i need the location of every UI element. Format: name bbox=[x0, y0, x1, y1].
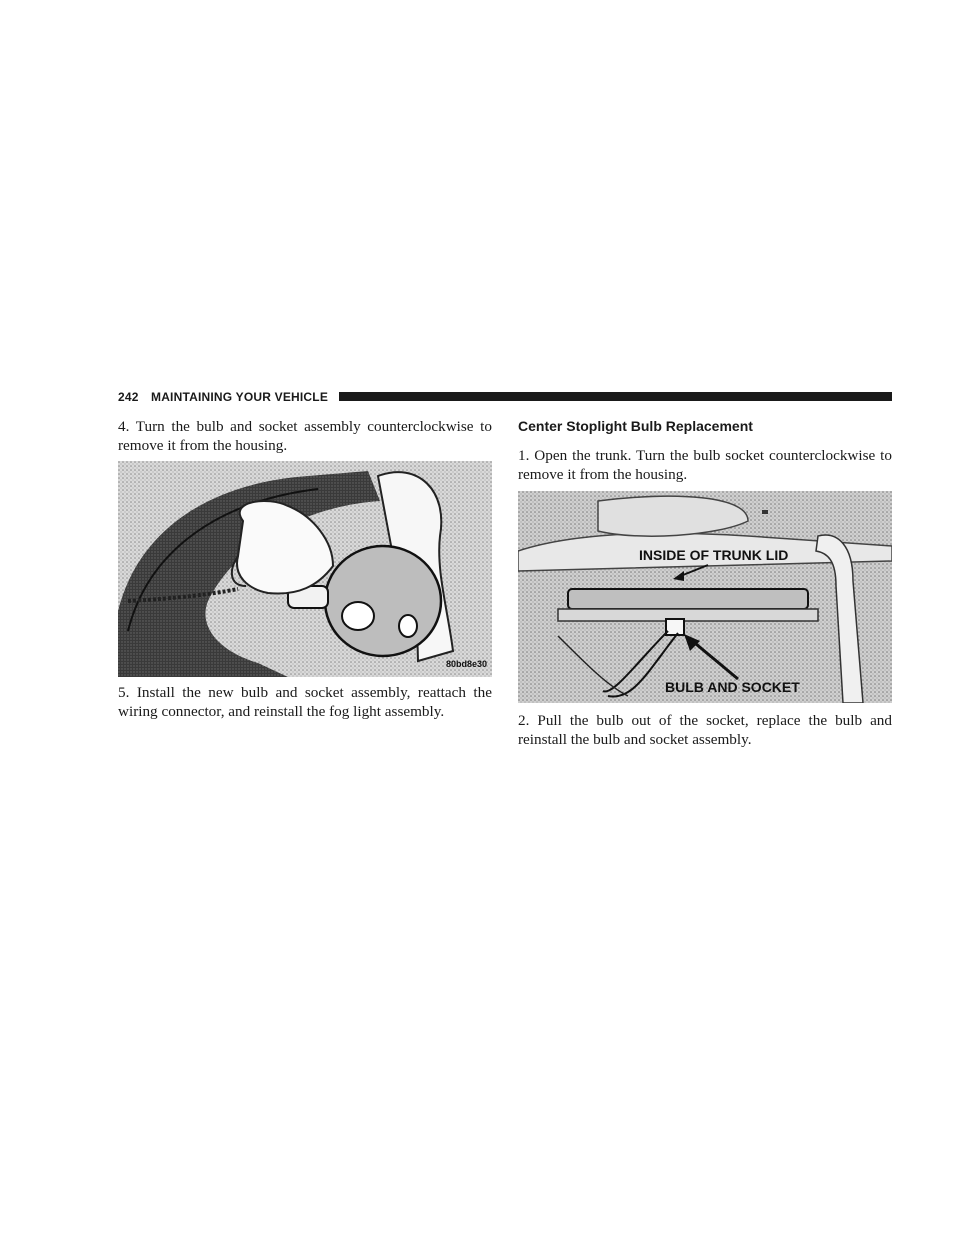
step-2-text: 2. Pull the bulb out of the socket, replace the bulb and reinstall the bulb and socket assembly. bbox=[518, 712, 892, 748]
trunk-lid-illustration bbox=[518, 491, 892, 703]
right-column bbox=[518, 417, 892, 749]
step-5-text: 5. Install the new bulb and socket assembly, reattach the wiring connector, and reinstall the fog light assembly. bbox=[118, 684, 492, 720]
section-title: MAINTAINING YOUR VEHICLE bbox=[151, 390, 329, 404]
callout-bulb-and-socket: BULB AND SOCKET bbox=[665, 679, 800, 695]
page-number: 242 bbox=[118, 390, 139, 404]
header-rule bbox=[339, 392, 892, 401]
fog-light-illustration bbox=[118, 461, 492, 677]
section-heading: Center Stoplight Bulb Replacement bbox=[518, 418, 753, 434]
stoplight-figure bbox=[518, 491, 892, 703]
callout-inside-trunk-lid: INSIDE OF TRUNK LID bbox=[639, 547, 789, 563]
step-4-text: 4. Turn the bulb and socket assembly counterclockwise to remove it from the housing. bbox=[118, 418, 492, 454]
step-1-text: 1. Open the trunk. Turn the bulb socket counterclockwise to remove it from the housing. bbox=[518, 447, 892, 483]
figure-code: 80bd8e30 bbox=[446, 659, 488, 669]
fog-light-figure bbox=[118, 461, 492, 677]
page-header bbox=[118, 389, 892, 405]
left-column bbox=[118, 417, 492, 721]
